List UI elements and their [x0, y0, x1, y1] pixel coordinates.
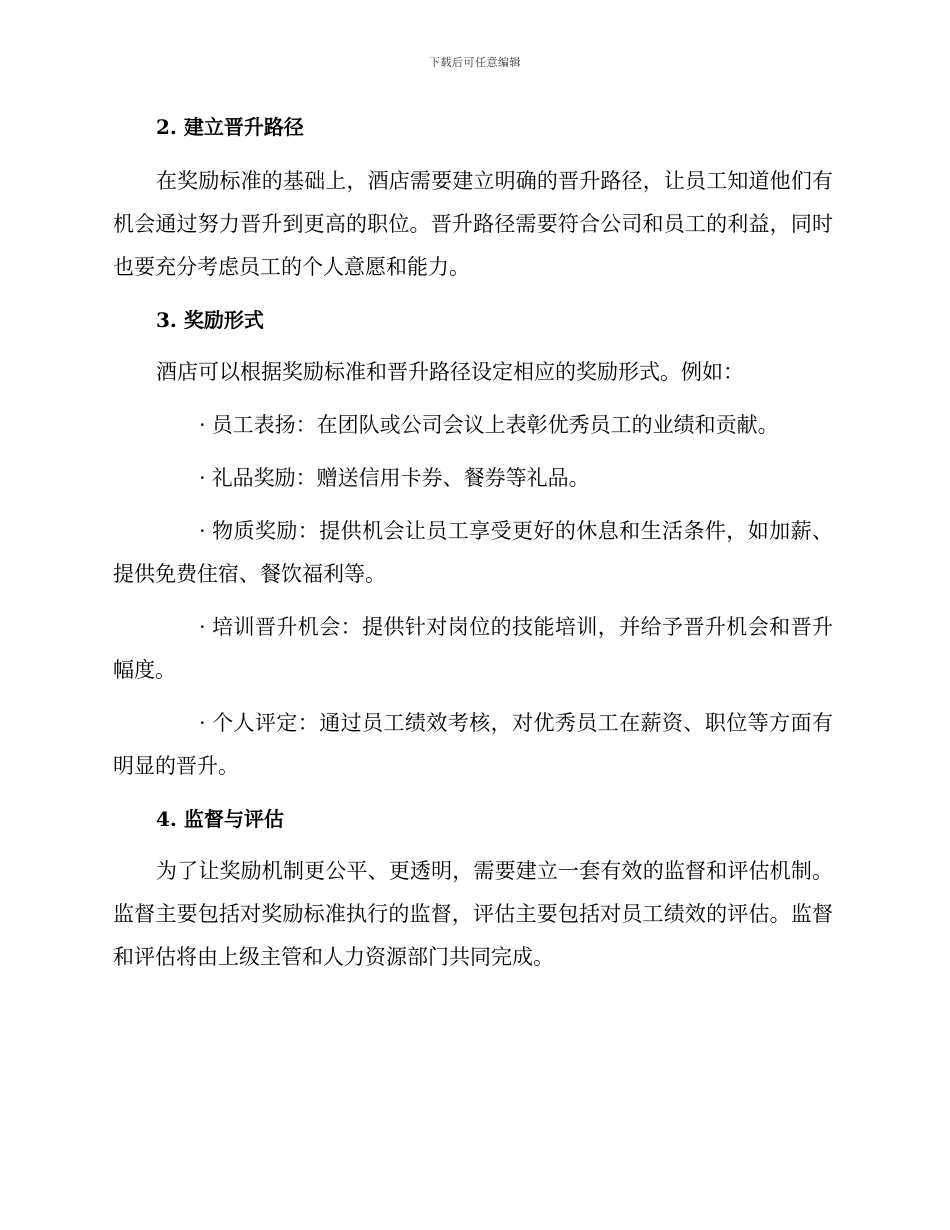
bullet-marker: ·: [199, 615, 206, 639]
document-body: [113, 106, 833, 979]
section-heading-reward-forms: 3. 奖励形式: [156, 308, 264, 332]
section-heading-supervision: 4. 监督与评估: [156, 807, 284, 831]
list-item: [113, 457, 833, 500]
paragraph-reward-forms-intro: 酒店可以根据奖励标准和晋升路径设定相应的奖励形式。例如：: [156, 360, 744, 384]
list-item-text: 物质奖励：提供机会让员工享受更好的休息和生活条件，如加薪、提供免费住宿、餐饮福利等。: [113, 519, 833, 586]
list-item: [113, 606, 833, 692]
list-item: [113, 510, 833, 596]
paragraph-promotion-path: 在奖励标准的基础上，酒店需要建立明确的晋升路径，让员工知道他们有机会通过努力晋升到更高的职位。晋升路径需要符合公司和员工的利益，同时也要充分考虑员工的个人意愿和能力。: [113, 169, 833, 279]
list-item-text: 员工表扬：在团队或公司会议上表彰优秀员工的业绩和贡献。: [211, 413, 779, 437]
list-item-text: 个人评定：通过员工绩效考核，对优秀员工在薪资、职位等方面有明显的晋升。: [113, 711, 833, 778]
bullet-marker: ·: [199, 466, 206, 490]
list-item: [113, 404, 833, 447]
bullet-marker: ·: [199, 519, 206, 543]
bullet-marker: ·: [199, 711, 206, 735]
paragraph-supervision: 为了让奖励机制更公平、更透明，需要建立一套有效的监督和评估机制。监督主要包括对奖励标准执行的监督，评估主要包括对员工绩效的评估。监督和评估将由上级主管和人力资源部门共同完成。: [113, 859, 833, 969]
page-header: 下载后可任意编辑: [429, 56, 521, 69]
list-item-text: 培训晋升机会：提供针对岗位的技能培训，并给予晋升机会和晋升幅度。: [113, 615, 833, 682]
bullet-marker: ·: [199, 413, 206, 437]
list-item-text: 礼品奖励：赠送信用卡券、餐券等礼品。: [211, 466, 590, 490]
section-heading-promotion-path: 2. 建立晋升路径: [156, 115, 304, 139]
list-item: [113, 702, 833, 788]
